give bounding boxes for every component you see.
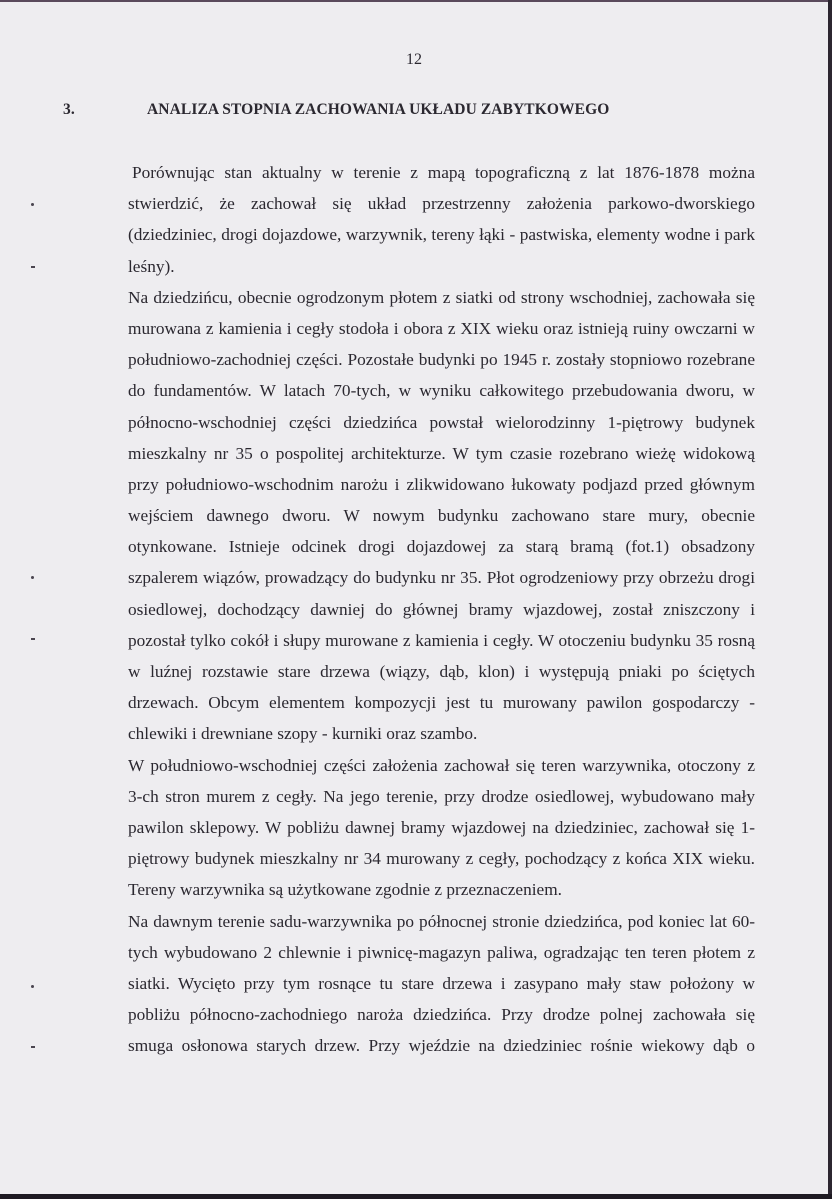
section-title: ANALIZA STOPNIA ZACHOWANIA UKŁADU ZABYTKOWEGO	[147, 101, 610, 118]
binding-hole-mark	[31, 576, 34, 579]
text-line: smuga osłonowa starych drzew. Przy wjeździe na dziedziniec rośnie wiekowy dąb o	[128, 1036, 755, 1056]
text-line: szpalerem wiązów, prowadzący do budynku nr 35. Płot ogrodzeniowy przy obrzeżu drogi	[128, 568, 755, 588]
text-line: Tereny warzywnika są użytkowane zgodnie z przeznaczeniem.	[128, 880, 562, 900]
scan-edge-top	[0, 0, 832, 2]
body-text	[128, 157, 755, 1061]
text-line: północno-wschodniej części dziedzińca powstał wielorodzinny 1-piętrowy budynek	[128, 412, 755, 432]
text-line: pobliżu północno-zachodniego naroża dziedzińca. Przy drodze polnej zachowała się	[128, 1005, 755, 1025]
text-line: 3-ch stron murem z cegły. Na jego terenie, przy drodze osiedlowej, wybudowano mały	[128, 786, 755, 806]
text-line: W południowo-wschodniej części założenia zachował się teren warzywnika, otoczony z	[128, 755, 755, 775]
binding-hole-mark	[31, 638, 35, 640]
text-line: Na dawnym terenie sadu-warzywnika po północnej stronie dziedzińca, pod koniec lat 60-	[128, 911, 755, 931]
text-line: przy południowo-wschodnim narożu i zlikwidowano łukowaty podjazd przed głównym	[128, 474, 755, 494]
section-heading	[63, 101, 609, 119]
scan-edge-right	[828, 0, 832, 1199]
text-line: tych wybudowano 2 chlewnie i piwnicę-magazyn paliwa, ogradzając ten teren płotem z	[128, 942, 755, 962]
text-line: pawilon sklepowy. W pobliżu dawnej bramy wjazdowej na dziedziniec, zachował się 1-	[128, 817, 755, 837]
text-line: do fundamentów. W latach 70-tych, w wyniku całkowitego przebudowania dworu, w	[128, 381, 755, 401]
text-line: siatki. Wycięto przy tym rosnące tu stare drzewa i zasypano mały staw położony w	[128, 973, 755, 993]
text-line: piętrowy budynek mieszkalny nr 34 murowany z cegły, pochodzący z końca XIX wieku.	[128, 849, 755, 869]
document-page	[0, 2, 828, 1194]
text-line: drzewach. Obcym elementem kompozycji jest tu murowany pawilon gospodarczy -	[128, 693, 755, 713]
text-line: wejściem dawnego dworu. W nowym budynku zachowano stare mury, obecnie	[128, 506, 755, 526]
binding-hole-mark	[31, 985, 34, 988]
page-number: 12	[406, 51, 422, 68]
text-line: mieszkalny nr 35 o pospolitej architekturze. W tym czasie rozebrano wieżę widokową	[128, 443, 755, 463]
text-line: murowana z kamienia i cegły stodoła i obora z XIX wieku oraz istnieją ruiny owczarni w	[128, 318, 755, 338]
text-line: osiedlowej, dochodzący dawniej do głównej bramy wjazdowej, został zniszczony i	[128, 599, 755, 619]
text-line: Na dziedzińcu, obecnie ogrodzonym płotem z siatki od strony wschodniej, zachowała się	[128, 287, 755, 307]
section-number: 3.	[63, 101, 75, 118]
text-line: otynkowane. Istnieje odcinek drogi dojazdowej za starą bramą (fot.1) obsadzony	[128, 537, 755, 557]
text-line: południowo-zachodniej części. Pozostałe budynki po 1945 r. zostały stopniowo rozebrane	[128, 350, 755, 370]
binding-hole-mark	[31, 266, 35, 268]
text-line: Porównując stan aktualny w terenie z mapą topograficzną z lat 1876-1878 można	[132, 163, 755, 182]
text-line: chlewiki i drewniane szopy - kurniki oraz szambo.	[128, 724, 478, 744]
binding-hole-mark	[31, 203, 34, 206]
text-line: stwierdzić, że zachował się układ przestrzenny założenia parkowo-dworskiego	[128, 194, 755, 214]
scan-edge-bottom	[0, 1194, 832, 1199]
text-line: (dziedziniec, drogi dojazdowe, warzywnik, tereny łąki - pastwiska, elementy wodne i park	[128, 225, 755, 245]
binding-hole-mark	[31, 1046, 35, 1048]
text-line: leśny).	[128, 256, 175, 276]
text-line: w luźnej rozstawie stare drzewa (wiązy, dąb, klon) i występują pniaki po ściętych	[128, 662, 755, 681]
text-line: pozostał tylko cokół i słupy murowane z kamienia i cegły. W otoczeniu budynku 35 rosną	[128, 630, 755, 650]
